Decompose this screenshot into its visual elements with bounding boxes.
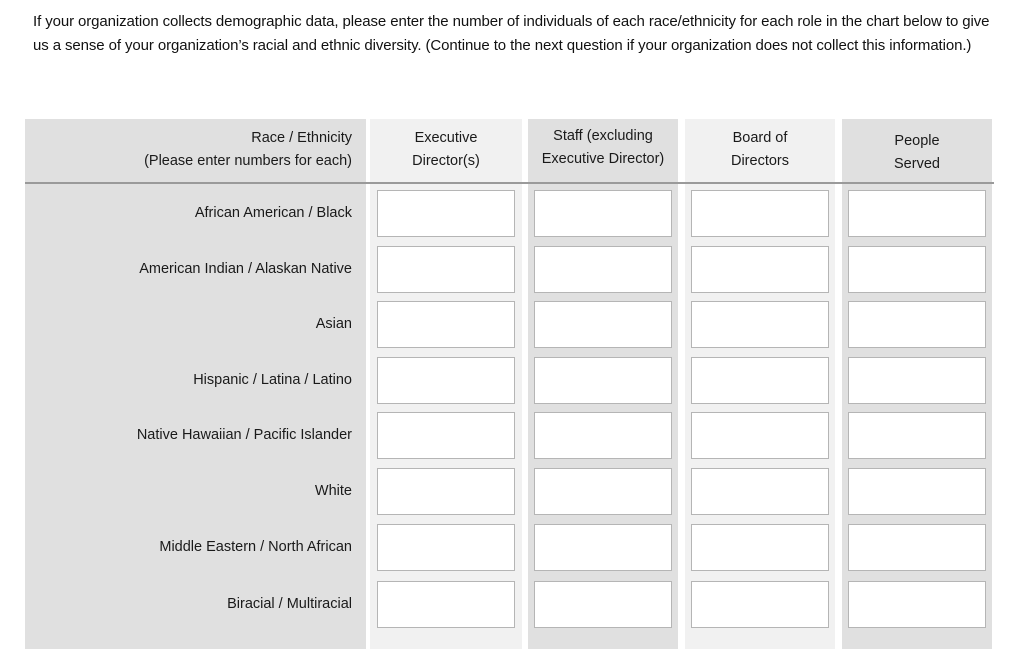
count-input-board-of-directors[interactable] — [691, 190, 829, 237]
count-input-executive-directors[interactable] — [377, 581, 515, 628]
count-input-staff[interactable] — [534, 412, 672, 459]
count-input-people-served[interactable] — [848, 190, 986, 237]
row-label: Biracial / Multiracial — [227, 596, 352, 612]
count-input-people-served[interactable] — [848, 468, 986, 515]
race-ethnicity-header-hint: (Please enter numbers for each) — [144, 153, 352, 169]
count-input-executive-directors[interactable] — [377, 524, 515, 571]
count-input-staff[interactable] — [534, 301, 672, 348]
count-input-staff[interactable] — [534, 524, 672, 571]
count-input-board-of-directors[interactable] — [691, 524, 829, 571]
count-input-executive-directors[interactable] — [377, 412, 515, 459]
column-header-line: Staff (excluding — [553, 128, 653, 144]
row-label: Hispanic / Latina / Latino — [193, 372, 352, 388]
count-input-staff[interactable] — [534, 190, 672, 237]
count-input-board-of-directors[interactable] — [691, 581, 829, 628]
row-label: Asian — [315, 316, 352, 332]
count-input-executive-directors[interactable] — [377, 301, 515, 348]
column-header-line: Directors — [730, 153, 789, 169]
count-input-people-served[interactable] — [848, 246, 986, 293]
count-input-board-of-directors[interactable] — [691, 357, 829, 404]
column-header-line: Board of — [732, 130, 788, 146]
count-input-staff[interactable] — [534, 357, 672, 404]
count-input-staff[interactable] — [534, 468, 672, 515]
column-header-line: Served — [894, 156, 940, 172]
column-header-executive-directors — [370, 119, 522, 181]
count-input-staff[interactable] — [534, 581, 672, 628]
count-input-people-served[interactable] — [848, 524, 986, 571]
count-input-executive-directors[interactable] — [377, 468, 515, 515]
count-input-board-of-directors[interactable] — [691, 412, 829, 459]
count-input-people-served[interactable] — [848, 581, 986, 628]
count-input-people-served[interactable] — [848, 412, 986, 459]
question-text: If your organization collects demographic data, please enter the number of individuals of each race/ethnicity for each role in the chart below to give us a sense of your organization’s racial and ethnic diversity. (Continue to the next question if your organization does not collect this information.) — [33, 13, 990, 54]
column-header-line: Executive — [414, 130, 478, 146]
count-input-people-served[interactable] — [848, 301, 986, 348]
race-ethnicity-header — [25, 119, 352, 181]
row-label: White — [314, 483, 352, 499]
column-header-line: Executive Director) — [541, 151, 665, 167]
column-header-staff — [528, 117, 678, 179]
column-header-line: People — [894, 133, 940, 149]
row-label: American Indian / Alaskan Native — [139, 261, 352, 277]
row-label: Middle Eastern / North African — [159, 539, 352, 555]
row-label: African American / Black — [194, 205, 352, 221]
count-input-board-of-directors[interactable] — [691, 468, 829, 515]
count-input-executive-directors[interactable] — [377, 357, 515, 404]
column-header-board-of-directors — [685, 119, 835, 181]
row-label: Native Hawaiian / Pacific Islander — [136, 427, 352, 443]
count-input-people-served[interactable] — [848, 357, 986, 404]
count-input-board-of-directors[interactable] — [691, 301, 829, 348]
count-input-executive-directors[interactable] — [377, 190, 515, 237]
header-divider — [25, 182, 994, 184]
column-header-people-served — [842, 122, 992, 184]
count-input-staff[interactable] — [534, 246, 672, 293]
count-input-executive-directors[interactable] — [377, 246, 515, 293]
count-input-board-of-directors[interactable] — [691, 246, 829, 293]
race-ethnicity-header-title: Race / Ethnicity — [251, 130, 352, 146]
column-header-line: Director(s) — [412, 153, 480, 169]
